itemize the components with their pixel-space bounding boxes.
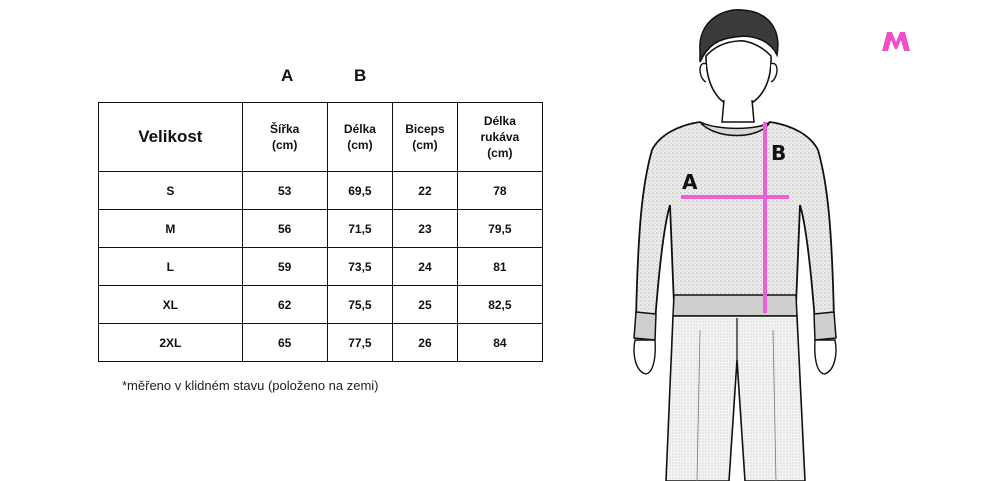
column-marker-a: A — [281, 66, 294, 85]
cell-size: S — [99, 172, 243, 210]
cell-width: 62 — [242, 286, 327, 324]
size-table — [98, 102, 543, 362]
cell-size: L — [99, 248, 243, 286]
brand-logo-icon — [880, 29, 912, 53]
cell-width: 59 — [242, 248, 327, 286]
cell-biceps: 24 — [393, 248, 458, 286]
cell-length: 73,5 — [327, 248, 392, 286]
header-biceps-unit: (cm) — [412, 138, 438, 152]
table-row — [99, 286, 543, 324]
measure-label-b: B — [771, 141, 787, 165]
header-width-label: Šířka — [270, 122, 300, 136]
cell-sleeve-length: 84 — [457, 324, 542, 362]
header-sleeve-label-2: rukáva — [480, 130, 520, 144]
cell-biceps: 22 — [393, 172, 458, 210]
measurement-footnote: *měřeno v klidném stavu (položeno na zemi) — [122, 378, 379, 393]
cell-size: M — [99, 210, 243, 248]
header-width — [242, 103, 327, 172]
cell-width: 56 — [242, 210, 327, 248]
cell-sleeve-length: 78 — [457, 172, 542, 210]
cell-sleeve-length: 81 — [457, 248, 542, 286]
header-length — [327, 103, 392, 172]
table-row — [99, 210, 543, 248]
header-sleeve-label-1: Délka — [483, 114, 516, 128]
cell-width: 65 — [242, 324, 327, 362]
measure-label-a: A — [682, 170, 698, 194]
cell-sleeve-length: 79,5 — [457, 210, 542, 248]
header-width-unit: (cm) — [272, 138, 298, 152]
sweater-model-illustration — [615, 0, 855, 481]
column-markers — [0, 66, 560, 90]
header-biceps — [393, 103, 458, 172]
cell-size: XL — [99, 286, 243, 324]
cell-size: 2XL — [99, 324, 243, 362]
table-header-row — [99, 103, 543, 172]
cell-length: 77,5 — [327, 324, 392, 362]
table-row — [99, 248, 543, 286]
cell-length: 71,5 — [327, 210, 392, 248]
column-marker-b: B — [354, 66, 367, 85]
header-sleeve-unit: (cm) — [487, 146, 513, 160]
cell-length: 69,5 — [327, 172, 392, 210]
header-size-label: Velikost — [138, 127, 203, 146]
header-size — [99, 103, 243, 172]
cell-length: 75,5 — [327, 286, 392, 324]
header-length-unit: (cm) — [347, 138, 373, 152]
cell-sleeve-length: 82,5 — [457, 286, 542, 324]
cell-biceps: 26 — [393, 324, 458, 362]
cell-biceps: 25 — [393, 286, 458, 324]
cell-width: 53 — [242, 172, 327, 210]
table-row — [99, 172, 543, 210]
table-row — [99, 324, 543, 362]
cell-biceps: 23 — [393, 210, 458, 248]
header-biceps-label: Biceps — [405, 122, 445, 136]
header-sleeve-length — [457, 103, 542, 172]
header-length-label: Délka — [343, 122, 376, 136]
